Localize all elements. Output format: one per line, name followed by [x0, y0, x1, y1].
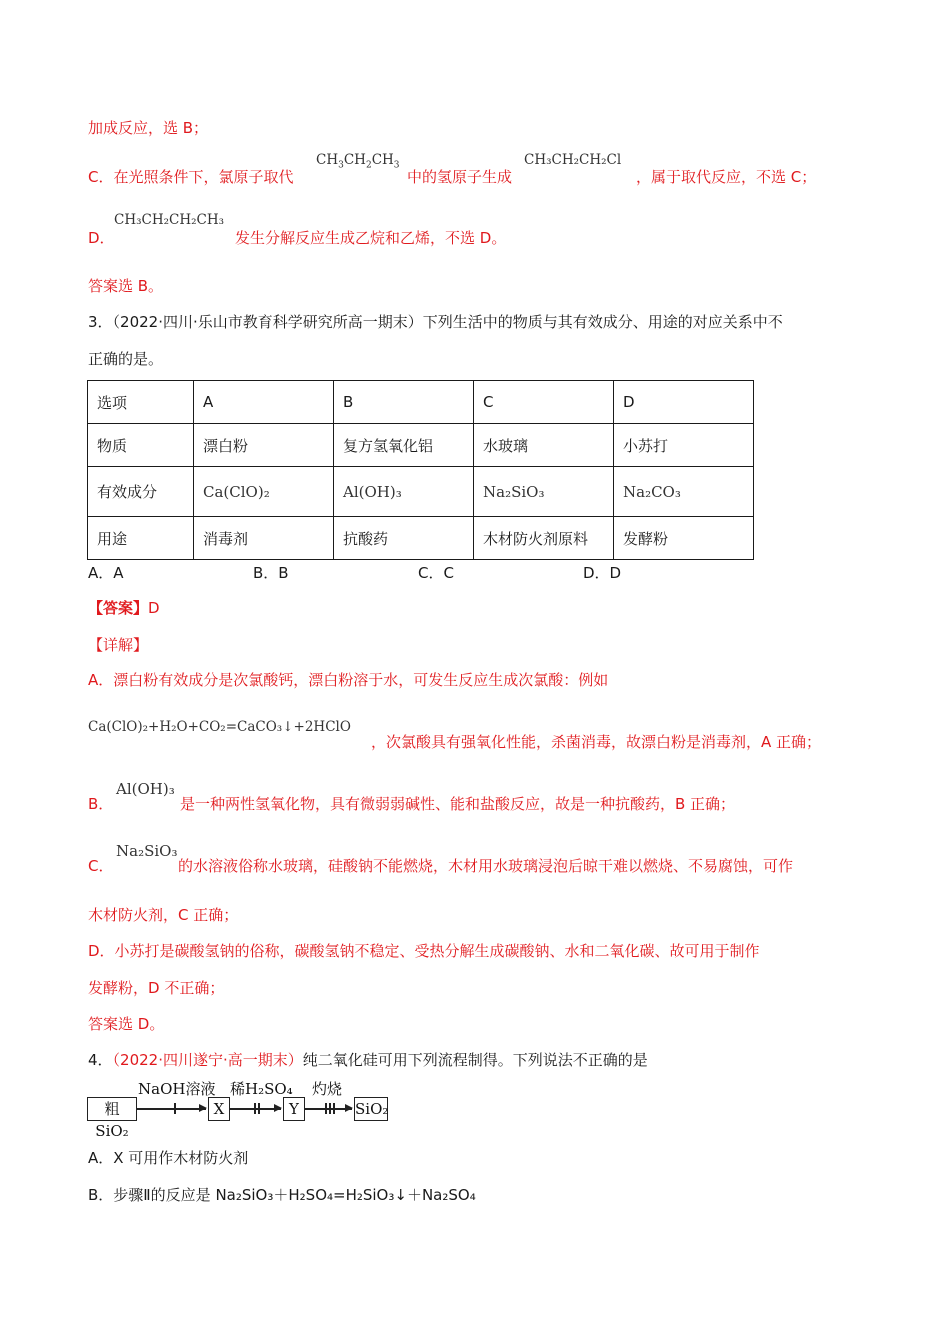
- flow-step2-label: 稀H₂SO₄: [230, 1080, 293, 1098]
- detail-a-line2: ，次氯酸具有强氧化性能，杀菌消毒，故漂白粉是消毒剂，A 正确；: [371, 733, 822, 751]
- table-cell: 抗酸药: [334, 517, 474, 560]
- choice-d: D．D: [583, 564, 622, 582]
- flow-tick-2a: [254, 1103, 256, 1114]
- table-cell: 漂白粉: [194, 424, 334, 467]
- flow-y-box: Y: [283, 1097, 305, 1121]
- table-cell: C: [474, 381, 614, 424]
- q3-source: （2022·四川·乐山市教育科学研究所高一期末）: [112, 313, 423, 331]
- choice-c: C．C: [418, 564, 454, 582]
- table-cell: 木材防火剂原料: [474, 517, 614, 560]
- table-row: [88, 424, 754, 467]
- q3-choices: [88, 562, 621, 584]
- flow-tick-3c: [333, 1103, 335, 1114]
- c-prefix-text: C．在光照条件下，氯原子取代: [88, 168, 294, 186]
- table-cell: 消毒剂: [194, 517, 334, 560]
- detail-b-prefix: B．: [88, 795, 114, 813]
- flow-arrow-3: [304, 1108, 352, 1110]
- options-table: [87, 380, 754, 560]
- table-cell: 选项: [88, 381, 194, 424]
- table-cell: 发酵粉: [614, 517, 754, 560]
- choice-b: B．B: [253, 564, 289, 582]
- flow-tick-2b: [258, 1103, 260, 1114]
- table-row: [88, 381, 754, 424]
- q4-stem-text: 纯二氧化硅可用下列流程制得。下列说法不正确的是: [302, 1051, 648, 1069]
- c-mid-text: 中的氢原子生成: [407, 168, 513, 186]
- propane-formula-text: $CH_3CH_2CH_3$: [316, 152, 400, 171]
- flow-tick-1: [174, 1103, 176, 1114]
- detail-c-text2: 木材防火剂，C 正确；: [88, 906, 239, 924]
- answer-label: 【答案】: [88, 599, 149, 617]
- d-prefix-text: D．: [88, 229, 115, 247]
- q3-number: 3．: [88, 313, 113, 331]
- text-line: 加成反应，选 B；: [88, 119, 209, 137]
- detail-label: 【详解】: [88, 636, 149, 654]
- table-cell: A: [194, 381, 334, 424]
- q4-option-b: B．步骤Ⅱ的反应是 Na₂SiO₃＋H₂SO₄=H₂SiO₃↓＋Na₂SO₄: [88, 1186, 476, 1204]
- detail-d-text2: 发酵粉，D 不正确；: [88, 979, 225, 997]
- table-cell: 物质: [88, 424, 194, 467]
- c-suffix-text: ，属于取代反应，不选 C；: [636, 168, 817, 186]
- chloropropane-formula: CH₃CH₂CH₂Cl: [524, 152, 622, 168]
- table-cell: Na₂CO₃: [614, 467, 754, 517]
- q3-stem-cont: 正确的是。: [88, 350, 164, 368]
- flow-tick-3a: [325, 1103, 327, 1114]
- table-cell: 水玻璃: [474, 424, 614, 467]
- table-cell: Na₂SiO₃: [474, 467, 614, 517]
- table-cell: Al(OH)₃: [334, 467, 474, 517]
- flow-arrow-1: [136, 1108, 206, 1110]
- detail-c-text: 的水溶液俗称水玻璃，硅酸钠不能燃烧，木材用水玻璃浸泡后晾干难以燃烧、不易腐蚀，可作: [178, 857, 794, 875]
- flow-step1-label: NaOH溶液: [138, 1080, 216, 1098]
- q4-stem: [88, 1049, 648, 1071]
- option-c-line: [88, 166, 293, 188]
- reaction-equation: Ca(ClO)₂+H₂O+CO₂=CaCO₃↓+2HClO: [88, 719, 351, 735]
- flow-end-box: SiO₂: [354, 1097, 388, 1121]
- table-row: [88, 467, 754, 517]
- q3-stem-text: 下列生活中的物质与其有效成分、用途的对应关系中不: [422, 313, 783, 331]
- table-cell: 小苏打: [614, 424, 754, 467]
- table-cell: B: [334, 381, 474, 424]
- detail-b-text: 是一种两性氢氧化物，具有微弱弱碱性、能和盐酸反应，故是一种抗酸药，B 正确；: [180, 795, 736, 813]
- aloh3-formula: Al(OH)₃: [116, 780, 175, 798]
- option-d-line: [88, 227, 115, 249]
- table-cell: Ca(ClO)₂: [194, 467, 334, 517]
- answer-line: 答案选 B。: [88, 277, 164, 295]
- table-cell: 复方氢氧化铝: [334, 424, 474, 467]
- detail-d-text1: D．小苏打是碳酸氢钠的俗称，碳酸氢钠不稳定、受热分解生成碳酸钠、水和二氧化碳、故可用于制作: [88, 942, 760, 960]
- flow-step3-label: 灼烧: [312, 1080, 343, 1098]
- table-cell: D: [614, 381, 754, 424]
- table-cell: 有效成分: [88, 467, 194, 517]
- q4-option-a: A．X 可用作木材防火剂: [88, 1149, 249, 1167]
- choice-a: A．A: [88, 564, 124, 582]
- na2sio3-formula: Na₂SiO₃: [116, 842, 178, 860]
- q4-source: （2022·四川遂宁·高一期末）: [112, 1051, 303, 1069]
- q3-stem: [88, 311, 783, 333]
- answer-value: D: [148, 599, 160, 617]
- flow-tick-3b: [329, 1103, 331, 1114]
- flow-x-box: X: [208, 1097, 230, 1121]
- answer-label-line: [88, 597, 160, 619]
- detail-a-line1: A．漂白粉有效成分是次氯酸钙，漂白粉溶于水，可发生反应生成次氯酸：例如: [88, 671, 609, 689]
- q4-number: 4．: [88, 1051, 113, 1069]
- final-answer: 答案选 D。: [88, 1015, 165, 1033]
- d-suffix-text: 发生分解反应生成乙烷和乙烯，不选 D。: [235, 229, 507, 247]
- table-row: [88, 517, 754, 560]
- flow-start-box: 粗SiO₂: [87, 1097, 137, 1121]
- butane-formula: CH₃CH₂CH₂CH₃: [114, 212, 225, 228]
- detail-c-prefix: C．: [88, 857, 114, 875]
- table-cell: 用途: [88, 517, 194, 560]
